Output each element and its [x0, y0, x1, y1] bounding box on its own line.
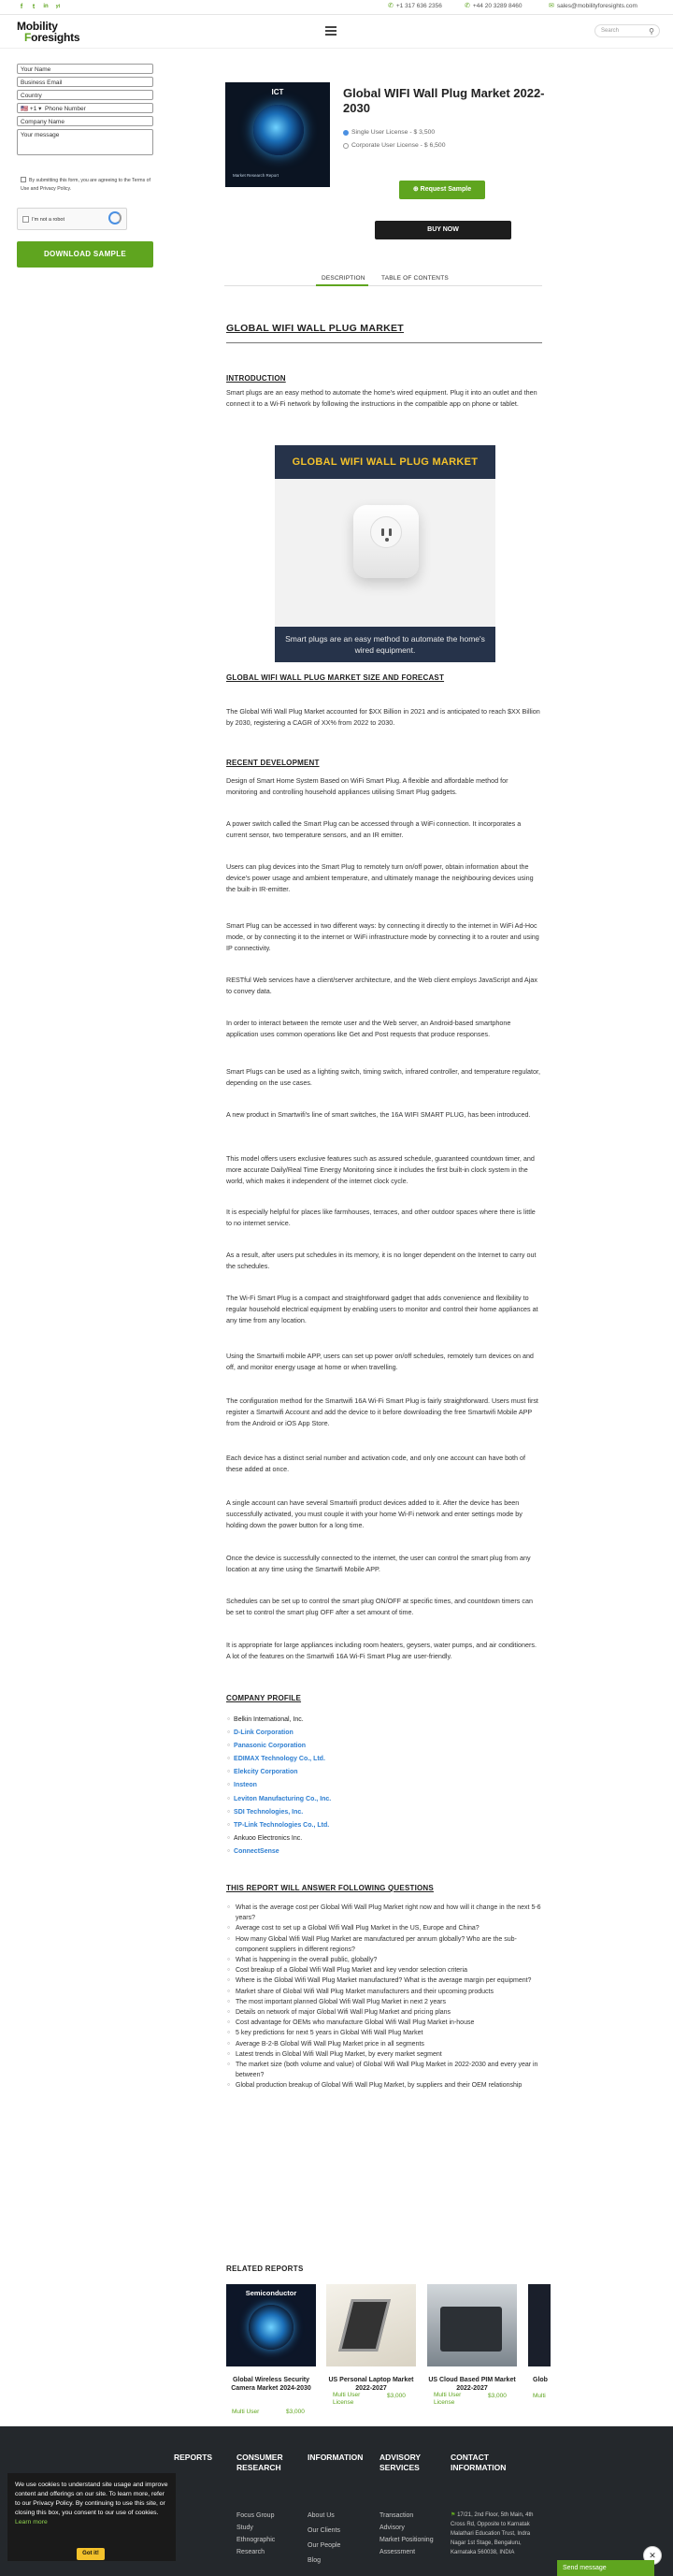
price: $3,000 [488, 2393, 507, 2399]
company-item[interactable]: ○ TP-Link Technologies Co., Ltd. [236, 1819, 535, 1832]
active-tab-indicator [316, 284, 368, 286]
question-item: ○ The most important planned Global Wifi Wall Plug Market in next 2 years [236, 1997, 544, 2007]
intro-heading: INTRODUCTION [226, 374, 286, 383]
phone-field[interactable]: 🇺🇸 +1 ▾ Phone Number [17, 103, 153, 113]
recent-heading: RECENT DEVELOPMENT [226, 759, 320, 767]
article-image: GLOBAL WIFI WALL PLUG MARKET Smart plugs are an easy method to automate the home's wired equipment. [275, 445, 495, 662]
paragraph: Smart Plug can be accessed in two different ways: by connecting it directly to the internet in WiFi Ad-Hoc mode, or by connecting it to the internet or WiFi infrastructure mode by connecting it to a router and using IP connectivity. [226, 921, 539, 952]
question-item: ○ What is the average cost per Global Wifi Wall Plug Market right now and how will it change in the next 5-6 years? [236, 1903, 544, 1923]
question-item: ○ Cost advantage for OEMs who manufacture Global Wifi Wall Plug Market in-house [236, 2018, 544, 2028]
license-corporate-radio[interactable]: Corporate User License - $ 6,500 [343, 141, 446, 152]
report-thumbnail [528, 2284, 551, 2366]
paragraph: Users can plug devices into the Smart Plug to remotely turn on/off power, obtain information about the device's power usage and ambient temperature, and ultimately manage the neighbouring devices using the built-in IR-emitter. [226, 862, 534, 893]
question-item: ○ Details on network of major Global Wifi Wall Plug Market and pricing plans [236, 2007, 544, 2018]
footer-address: ⚑ 17/21, 2nd Floor, 5th Main, 4th Cross Rd, Opposite to Karnatak Malathari Education Trust, Indra Nagar 1st Stage, Bengaluru, Karnataka 560038, INDIA [451, 2512, 534, 2555]
paragraph: It is appropriate for large appliances including room heaters, geysers, water pumps, and air conditioners. A lot of the features on the Smartwifi 16A Wi-Fi Smart Plug are user-friendly. [226, 1641, 537, 1660]
download-sample-button[interactable]: DOWNLOAD SAMPLE [17, 241, 153, 268]
footer-link[interactable]: Ethnographic Research [236, 2537, 276, 2555]
question-item: ○ What is happening in the overall public, globally? [236, 1955, 544, 1965]
divider [226, 342, 542, 343]
footer-heading-contact: CONTACT INFORMATION [451, 2453, 507, 2472]
paragraph: A single account can have several Smartwifi product devices added to it. After the device has been successfully activated, you must couple it with your home Wi-Fi network and enter settings mode by holding down the power button for a long time. [226, 1498, 523, 1529]
report-cover-image: ICT Market Research Report [225, 82, 330, 187]
questions-list [236, 1903, 544, 2091]
footer-heading-consumer: CONSUMER RESEARCH [236, 2453, 283, 2472]
paragraph: Using the Smartwifi mobile APP, users can set up power on/off schedules, remotely turn devices on and off, and monitor energy usage at home or when travelling. [226, 1352, 534, 1371]
license-label: Multi User License [434, 2392, 462, 2406]
company-item[interactable]: ○ ConnectSense [236, 1845, 535, 1859]
email-contact[interactable]: ✉ sales@mobilityforesights.com [549, 2, 637, 12]
learn-more-link[interactable]: Learn more [15, 2519, 48, 2525]
related-report-card[interactable] [326, 2284, 416, 2380]
country-field[interactable]: Country [17, 90, 153, 100]
send-message-button[interactable]: Send message [557, 2560, 654, 2576]
question-item: ○ 5 key predictions for next 5 years in Global Wifi Wall Plug Market [236, 2028, 544, 2038]
related-reports-heading: RELATED REPORTS [226, 2265, 304, 2273]
size-heading: GLOBAL WIFI WALL PLUG MARKET SIZE AND FORECAST [226, 673, 445, 682]
facebook-icon[interactable]: f [20, 3, 23, 10]
search-icon[interactable]: ⚲ [649, 27, 654, 36]
question-item: ○ How many Global Wifi Wall Plug Market are manufactured per annum globally? Who are the sub-component suppliers in different regions? [236, 1934, 544, 1955]
tab-divider [224, 285, 542, 286]
footer-link[interactable]: Focus Group Study [236, 2512, 275, 2531]
footer-heading-advisory: ADVISORY SERVICES [379, 2453, 421, 2472]
request-sample-button[interactable]: ⊕ Request Sample [399, 181, 485, 199]
price: $3,000 [387, 2393, 406, 2399]
phone-uk[interactable]: ✆ +44 20 3289 8460 [465, 2, 522, 12]
paragraph: A new product in Smartwifi's line of smart switches, the 16A WIFI SMART PLUG, has been introduced. [226, 1110, 531, 1119]
phone-icon: ✆ [388, 3, 394, 9]
company-item[interactable]: ○ Insteon [236, 1779, 535, 1792]
license-single-radio[interactable]: Single User License - $ 3,500 [343, 128, 435, 138]
license-label: Multi User License [333, 2392, 361, 2406]
footer-link[interactable]: Our Clients [308, 2527, 341, 2534]
paragraph: As a result, after users put schedules in its memory, it is no longer dependent on the Internet to carry out the schedules. [226, 1251, 537, 1270]
company-item[interactable]: ○ SDI Technologies, Inc. [236, 1806, 535, 1819]
site-header [0, 15, 673, 49]
question-item: ○ Where is the Global Wifi Wall Plug Market manufactured? What is the average margin per equipment? [236, 1975, 544, 1986]
smart-plug-graphic [353, 505, 419, 578]
product-title: Global WIFI Wall Plug Market 2022-2030 [343, 86, 545, 115]
paragraph: Smart Plugs can be used as a lighting switch, timing switch, infrared controller, and temperature regulator, depending on the use cases. [226, 1067, 540, 1087]
company-item[interactable]: ○ EDIMAX Technology Co., Ltd. [236, 1753, 535, 1766]
article-title: GLOBAL WIFI WALL PLUG MARKET [226, 323, 404, 334]
report-thumbnail: Semiconductor [226, 2284, 316, 2366]
paragraph: Once the device is successfully connected to the internet, the user can control the smart plug from any location at any time using the Smartwifi Mobile APP. [226, 1554, 531, 1573]
question-item: ○ The market size (both volume and value) of Global Wifi Wall Plug Market in 2022-2030 and every year in between? [236, 2060, 544, 2080]
checkbox-icon[interactable] [21, 177, 26, 182]
questions-heading: THIS REPORT WILL ANSWER FOLLOWING QUESTIONS [226, 1884, 434, 1892]
site-logo[interactable]: Mobility Foresights [17, 20, 80, 44]
company-item[interactable]: ○ Leviton Manufacturing Co., Inc. [236, 1793, 535, 1806]
report-thumbnail [427, 2284, 517, 2366]
price: $3,000 [286, 2409, 305, 2415]
radio-selected-icon [343, 130, 349, 136]
question-item: ○ Global production breakup of Global Wifi Wall Plug Market, by suppliers and their OEM relationship [236, 2080, 544, 2091]
license-label: Multi User [232, 2409, 260, 2415]
company-list [236, 1714, 535, 1859]
paragraph: A power switch called the Smart Plug can be accessed through a WiFi connection. It incorporates a current sensor, two temperature sensors, and an IR emitter. [226, 819, 522, 839]
question-item: ○ Average B-2-B Global Wifi Wall Plug Market price in all segments [236, 2039, 544, 2049]
footer-link[interactable]: Our People [308, 2542, 341, 2549]
company-item: ○ Ankuoo Electronics Inc. [236, 1832, 535, 1845]
related-report-card[interactable] [226, 2284, 316, 2380]
cookie-accept-button[interactable]: Got it! [77, 2548, 105, 2560]
top-bar [0, 0, 673, 15]
question-item: ○ Latest trends in Global Wifi Wall Plug Market, by every market segment [236, 2049, 544, 2060]
company-item[interactable]: ○ D-Link Corporation [236, 1727, 535, 1740]
size-text: The Global Wifi Wall Plug Market accounted for $XX Billion in 2021 and is anticipated to reach $XX Billion by 2030, registering a CAGR of XX% from 2022 to 2030. [226, 707, 540, 727]
related-report-title[interactable]: US Personal Laptop Market 2022-2027 [328, 2377, 414, 2392]
tab-description[interactable]: DESCRIPTION [322, 275, 365, 282]
paragraph: This model offers users exclusive features such as assured schedule, guaranteed countdown timer, and more accurate Daily/Real Time Energy Monitoring since it includes the first built-in clock system in the world, which makes it independent of the internet clock cycle. [226, 1154, 535, 1185]
company-item[interactable]: ○ Elekcity Corporation [236, 1766, 535, 1779]
footer-heading-info: INFORMATION [308, 2453, 364, 2462]
footer-link[interactable]: Blog [308, 2557, 322, 2564]
related-report-title[interactable]: Global Wireless Security Camera Market 2024-2030 [231, 2377, 311, 2392]
paragraph: Each device has a distinct serial number and activation code, and only one account can have both of these added at once. [226, 1454, 526, 1473]
globe-graphic [253, 105, 304, 155]
company-field[interactable]: Company Name [17, 116, 153, 126]
footer-link[interactable]: Market Positioning Assessment [379, 2537, 434, 2555]
related-report-title[interactable]: Glob [533, 2377, 548, 2383]
recaptcha[interactable]: I'm not a robot [17, 208, 127, 230]
name-field[interactable]: Your Name [17, 64, 153, 74]
paragraph: The Wi-Fi Smart Plug is a compact and straightforward gadget that adds convenience and flexibility to regular household electrical equipment by enabling users to monitor and control their home appliances at any time from any location. [226, 1294, 538, 1324]
twitter-icon[interactable]: t [32, 3, 36, 10]
buy-now-button[interactable]: BUY NOW [375, 221, 511, 239]
company-heading: COMPANY PROFILE [226, 1694, 302, 1702]
question-item: ○ Average cost to set up a Global Wifi Wall Plug Market in the US, Europe and China? [236, 1923, 544, 1933]
report-thumbnail [326, 2284, 416, 2366]
message-textarea[interactable]: Your message [17, 129, 153, 155]
chat-close-icon[interactable]: ✕ [643, 2546, 662, 2565]
footer-link[interactable]: About Us [308, 2512, 335, 2519]
captcha-checkbox[interactable] [22, 216, 29, 223]
related-report-card[interactable] [528, 2284, 551, 2380]
paragraph: Design of Smart Home System Based on WiFi Smart Plug. A flexible and affordable method for monitoring and controlling household appliances utilising Smart Plug gadgets. [226, 776, 508, 796]
radio-icon [343, 143, 349, 149]
flag-icon[interactable]: 🇺🇸 [21, 106, 29, 112]
menu-icon[interactable] [325, 26, 336, 35]
youtube-icon[interactable]: yt [55, 4, 61, 10]
paragraph: In order to interact between the remote user and the Web server, an Android-based smartphone application uses common operations like Get and Post requests that produce responses. [226, 1019, 511, 1038]
search-input[interactable]: Search ⚲ [594, 24, 660, 37]
consent-checkbox[interactable]: By submitting this form, you are agreeing to the Terms of Use and Privacy Policy. [21, 178, 150, 192]
question-item: ○ Cost breakup of a Global Wifi Wall Plug Market and key vendor selection criteria [236, 1965, 544, 1975]
location-icon: ⚑ [451, 2512, 456, 2518]
license-label: Multi [533, 2393, 546, 2399]
recaptcha-icon [108, 211, 122, 224]
paragraph: The configuration method for the Smartwifi 16A Wi-Fi Smart Plug is fairly straightforward. Users must first register a Smartwifi Account and add the device to it before downloading the free Smartwifi Mobile APP from the Android or iOS App Store. [226, 1397, 538, 1427]
footer-link[interactable]: Transaction Advisory [379, 2512, 414, 2531]
paragraph: RESTful Web services have a client/server architecture, and the Web client employs JavaScript and Ajax to convey data. [226, 976, 537, 995]
cookie-banner: We use cookies to understand site usage and improve content and offerings on our site. To learn more, refer to our Privacy Policy. By continuing to use this site, or closing this box, you consent to our use of cookies. Learn more [7, 2473, 176, 2561]
related-report-title[interactable]: US Cloud Based PIM Market 2022-2027 [428, 2377, 516, 2392]
phone-icon: ✆ [465, 3, 470, 9]
related-report-card[interactable] [427, 2284, 517, 2380]
linkedin-icon[interactable]: in [43, 4, 49, 10]
email-field[interactable]: Business Email [17, 77, 153, 87]
paragraph: It is especially helpful for places like farmhouses, terraces, and other outdoor spaces where there is little to no internet service. [226, 1208, 536, 1227]
phone-us[interactable]: ✆ +1 317 636 2356 [388, 2, 442, 12]
intro-text: Smart plugs are an easy method to automate the home's wired equipment. Plug it into an outlet and then connect it to a Wi-Fi network by following the instructions in the compatible app on phone or tablet. [226, 388, 537, 408]
question-item: ○ Market share of Global Wifi Wall Plug Market manufacturers and their upcoming products [236, 1987, 544, 1997]
footer-heading-reports: REPORTS [174, 2453, 213, 2462]
tab-table-of-contents[interactable]: TABLE OF CONTENTS [381, 275, 449, 282]
company-item[interactable]: ○ Panasonic Corporation [236, 1740, 535, 1753]
mail-icon: ✉ [549, 3, 554, 9]
paragraph: Schedules can be set up to control the smart plug ON/OFF at specific times, and countdown timers can be set to control the smart plug OFF after a set amount of time. [226, 1597, 533, 1616]
company-item: ○ Belkin International, Inc. [236, 1714, 535, 1727]
